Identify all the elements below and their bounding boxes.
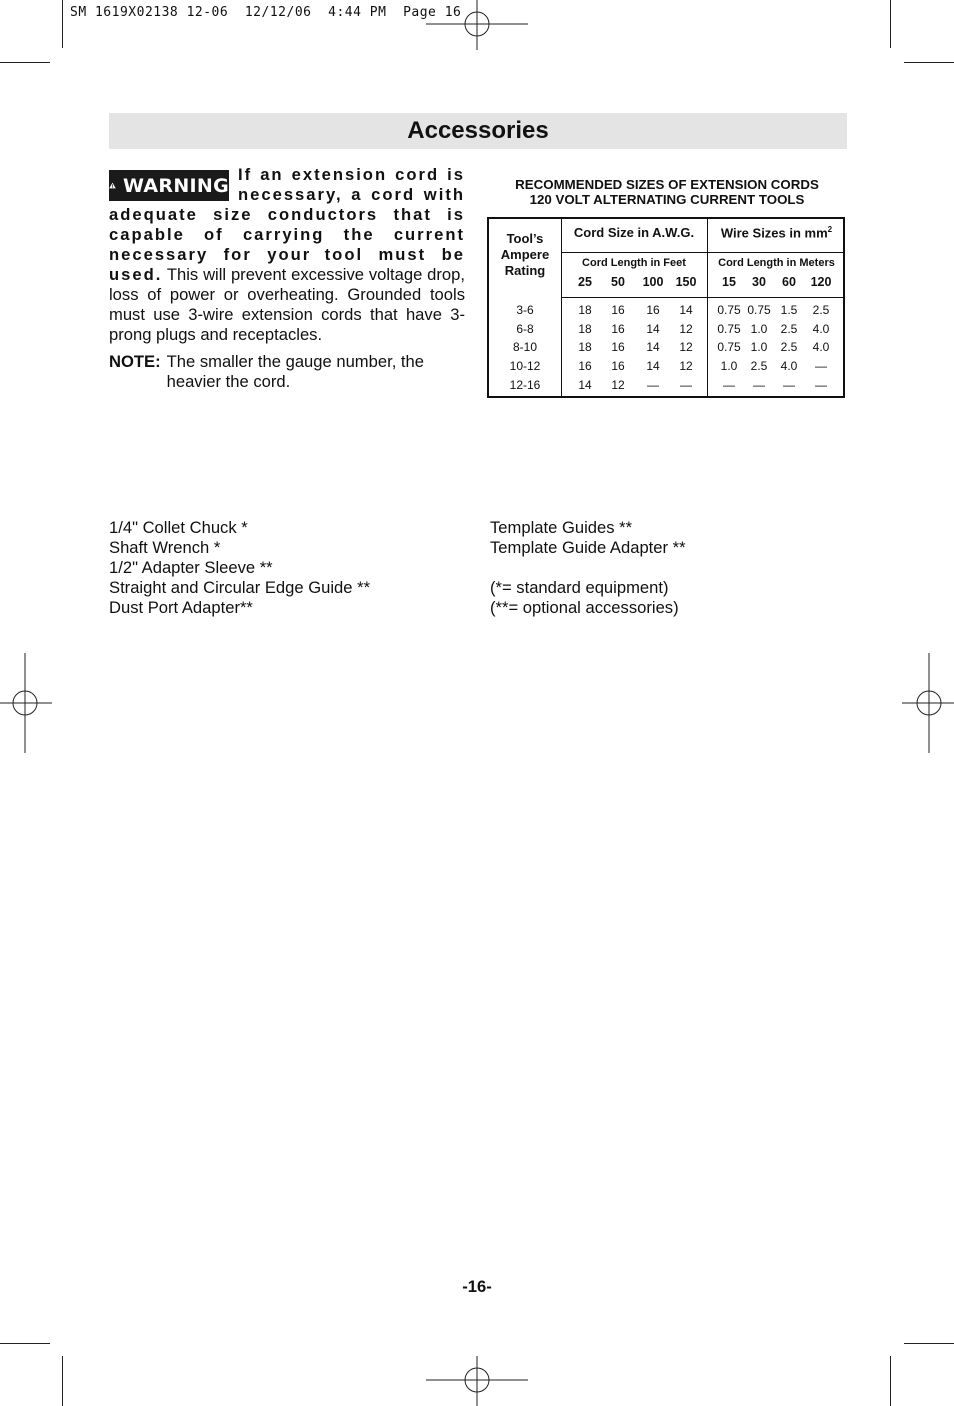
- amp-rating-header: Tool’s Ampere Rating: [500, 231, 550, 278]
- registration-mark-right: [902, 653, 954, 753]
- warning-triangle-icon: [109, 178, 116, 193]
- awg-cell: 16: [611, 303, 625, 317]
- accessories-list-left: [109, 518, 370, 618]
- table-divider-amp: [561, 219, 562, 396]
- crop-mark-top-left-h: [0, 62, 50, 63]
- feet-length-header: Cord Length in Feet: [582, 257, 686, 269]
- mm-cell: 2.5: [750, 359, 768, 374]
- awg-cell: 16: [578, 359, 592, 374]
- mm-cell: 2.5: [780, 321, 798, 336]
- awg-cell: 12: [679, 340, 693, 355]
- amp-rating-cell: 8-10: [512, 340, 538, 355]
- mm-cell: —: [783, 377, 795, 392]
- feet-length-50: 50: [611, 275, 625, 289]
- meters-length-header-text: Cord Length in Meters: [718, 257, 835, 269]
- crop-mark-top-right-v: [890, 0, 891, 48]
- meter-length-60: 60: [782, 275, 796, 289]
- awg-cell: 16: [646, 303, 660, 317]
- mm-cell: —: [815, 377, 827, 392]
- feet-length-25: 25: [578, 275, 592, 289]
- table-header-rule-bottom: [561, 297, 843, 298]
- registration-mark-bottom: [426, 1356, 528, 1406]
- list-item: Straight and Circular Edge Guide **: [109, 578, 371, 597]
- awg-cell: 14: [646, 321, 660, 336]
- list-item: 1/4" Collet Chuck *: [109, 518, 248, 537]
- mm-cell: —: [723, 377, 735, 392]
- mm-cell: —: [753, 377, 765, 392]
- warning-block: [109, 165, 465, 392]
- awg-cell: —: [680, 377, 692, 392]
- accessories-list-right: [490, 518, 686, 618]
- extension-cord-table: [487, 217, 845, 398]
- table-title: [488, 177, 846, 207]
- mm-cell: 1.5: [780, 303, 798, 317]
- list-item: Template Guide Adapter **: [490, 538, 686, 557]
- awg-cell: 14: [578, 377, 592, 392]
- list-spacer: [490, 558, 686, 578]
- note-text: The smaller the gauge number, the heavier the cord.: [166, 352, 424, 391]
- crop-mark-top-right-h: [904, 62, 954, 63]
- list-item: 1/2" Adapter Sleeve **: [109, 558, 273, 577]
- awg-cell: 16: [611, 340, 625, 355]
- mm-cell: 0.75: [717, 340, 741, 355]
- warning-lead-bold-spaced: tool must be used.: [109, 245, 465, 284]
- awg-cell: 18: [578, 321, 592, 336]
- feet-length-100: 100: [642, 275, 664, 289]
- awg-cell: 12: [611, 377, 625, 392]
- mm-cell: 0.75: [747, 303, 771, 317]
- note-label: NOTE:: [109, 352, 161, 371]
- awg-header: Cord Size in A.W.G.: [573, 225, 695, 240]
- warning-lead-bold: If an extension cord is necessary, a cord with adequate size conductors that is capable of carrying the current necessary for your: [109, 165, 465, 264]
- mm-cell: 4.0: [812, 340, 830, 355]
- table-title-line-2: 120 VOLT ALTERNATING CURRENT TOOLS: [529, 192, 805, 207]
- crop-mark-top-left-v: [62, 0, 63, 48]
- legend-standard: (*= standard equipment): [490, 578, 669, 597]
- crop-mark-bottom-right-h: [904, 1343, 954, 1344]
- page-title: Accessories: [407, 117, 549, 144]
- mm-cell: —: [815, 359, 827, 374]
- crop-mark-bottom-left-v: [62, 1356, 63, 1406]
- awg-cell: 14: [646, 359, 660, 374]
- registration-mark-top: [426, 0, 528, 50]
- mm-cell: 4.0: [812, 321, 830, 336]
- table-title-line-1: RECOMMENDED SIZES OF EXTENSION CORDS: [515, 177, 819, 192]
- awg-cell: —: [647, 377, 659, 392]
- meter-length-120: 120: [810, 275, 832, 289]
- table-divider-awg: [707, 219, 708, 396]
- awg-cell: 16: [611, 321, 625, 336]
- print-slug: SM 1619X02138 12-06 12/12/06 4:44 PM Page 16: [70, 5, 462, 20]
- awg-cell: 12: [679, 321, 693, 336]
- list-item: Template Guides **: [490, 518, 633, 537]
- mm-cell: 2.5: [780, 340, 798, 355]
- awg-cell: 18: [578, 303, 592, 317]
- registration-mark-left: [0, 653, 52, 753]
- amp-rating-cell: 10-12: [509, 359, 541, 374]
- awg-cell: 12: [679, 359, 693, 374]
- mm-cell: 1.0: [720, 359, 738, 374]
- warning-badge: [109, 170, 229, 201]
- mm-cell: 2.5: [812, 303, 830, 317]
- section-title-bar: [109, 113, 847, 149]
- list-item: Dust Port Adapter**: [109, 598, 253, 617]
- warning-badge-label: WARNING: [122, 174, 229, 197]
- awg-cell: 16: [611, 359, 625, 374]
- meter-length-15: 15: [722, 275, 736, 289]
- amp-rating-cell: 12-16: [509, 377, 541, 392]
- table-header-rule-top: [561, 252, 843, 253]
- note: [109, 352, 465, 392]
- meter-length-30: 30: [752, 275, 766, 289]
- warning-body: This will prevent excessive voltage drop, loss of power or overheating. Grounded tools must use 3-wire extension cords that have 3-prong plugs and receptacles.: [109, 265, 465, 344]
- mm-cell: 4.0: [780, 359, 798, 374]
- mm-cell: 1.0: [750, 340, 768, 355]
- mm-cell: 0.75: [717, 303, 741, 317]
- amp-rating-cell: 6-8: [516, 321, 534, 336]
- list-item: Shaft Wrench *: [109, 538, 221, 557]
- page-number: -16-: [462, 1277, 492, 1296]
- feet-length-150: 150: [675, 275, 697, 289]
- awg-cell: 14: [679, 303, 693, 317]
- awg-cell: 18: [578, 340, 592, 355]
- legend-optional: (**= optional accessories): [490, 598, 679, 617]
- mm-header: Wire Sizes in $mm^2$: [720, 225, 833, 241]
- awg-cell: 14: [646, 340, 660, 355]
- mm-cell: 0.75: [717, 321, 741, 336]
- crop-mark-bottom-right-v: [890, 1356, 891, 1406]
- mm-cell: 1.0: [750, 321, 768, 336]
- amp-rating-cell: 3-6: [516, 303, 534, 317]
- crop-mark-bottom-left-h: [0, 1343, 50, 1344]
